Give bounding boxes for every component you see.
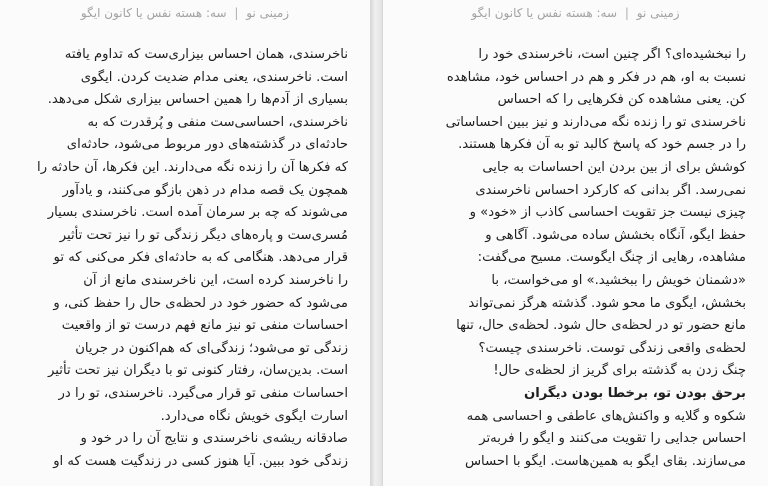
right-page <box>383 0 768 486</box>
text-line: حفظ ایگو، آنگاه بخشش ساده می‌شود. آگاهی و <box>485 227 746 243</box>
text-line: بسیاری از آدم‌ها را همین احساس بیزاری شکل می‌دهد. <box>47 92 348 108</box>
text-line: است. بدین‌سان، رفتار کنونی تو با دیگران نیز تحت تأثیر <box>48 363 348 379</box>
text-line: مانع حضور تو در لحظه‌ی حال شود. لحظه‌ی حال، تنها <box>456 318 746 334</box>
text-line: ناخرسندی تو را زنده نگه می‌دارند و نیز ببین احساساتی <box>445 114 746 130</box>
text-line: زندگی خود ببین. آیا هنوز کسی در زندگیت هست که او <box>53 453 348 469</box>
text-line: چیزی نیست جز تقویت احساسی کاذب از «خود» و <box>469 205 746 221</box>
text-line: زندگی تو می‌شود؛ زندگی‌ای که هم‌اکنون در جریان <box>75 340 348 356</box>
book-spine-gutter <box>370 0 383 486</box>
text-line: چنگ زدن به گذشته برای گریز از لحظه‌ی حال! <box>493 363 746 379</box>
text-line: احساسات منفی تو نیز مانع فهم درست تو از واقعیت <box>61 318 348 334</box>
right-page-body-text <box>399 44 746 473</box>
running-head <box>0 6 370 20</box>
text-line: را در جسم خود که پاسخ کالبد تو به آن فکرها هستند. <box>458 137 746 153</box>
text-line: نسبت به او، هم در فکر و هم در احساس خود، مشاهده <box>446 69 746 85</box>
text-line: می‌سازند. بقای ایگو به همین‌هاست. ایگو با احساس <box>464 453 746 469</box>
header-separator: | <box>624 6 629 20</box>
text-line: قرار می‌دهد. هنگامی که به حادثه‌ای فکر می‌کنی که تو <box>53 250 348 266</box>
text-line: شکوه و گلایه و واکنش‌های عاطفی و احساسی همه <box>466 408 746 424</box>
chapter-title: سه: هسته نفس یا کانون ایگو <box>80 6 227 20</box>
text-line: کوشش برای از بین بردن این احساسات به جایی <box>482 159 746 175</box>
text-line: ناخرسندی، همان احساس بیزاری‌ست که تداوم یافته <box>64 47 348 62</box>
text-line: مشاهده، رهایی از چنگ ایگوست. مسیح می‌گفت: <box>477 250 746 266</box>
book-title: زمینی نو <box>246 6 290 20</box>
left-page-body-text <box>18 44 348 473</box>
text-line: احساس جدایی را تقویت می‌کنند و ایگو را فربه‌تر <box>479 431 746 447</box>
text-line: می‌شود که حضور خود در لحظه‌ی حال را حفظ کنی، و <box>53 295 348 311</box>
text-line: می‌شوند که چه بر سرمان آمده است. ناخرسندی بسیار <box>47 205 348 221</box>
text-line: لحظه‌ی واقعی زندگی توست. ناخرسندی چیست؟ <box>478 340 746 356</box>
text-line: همچون یک قصه مدام در ذهن بازگو می‌کنند، و یادآور <box>62 182 348 198</box>
text-line: احساسات منفی تو قرار می‌گیرد. ناخرسندی، تو را در <box>58 385 348 401</box>
text-line: کن. یعنی مشاهده کن فکرهایی را که احساس <box>497 92 746 108</box>
text-line: که فکرها آن را زنده نگه می‌دارند. این فکرها، آن حادثه را <box>37 159 348 175</box>
text-line: را ناخرسند کرده است، این ناخرسندی مانع از آن <box>83 272 348 288</box>
text-line: «دشمنان خویش را ببخشید.» او می‌خواست، با <box>491 272 746 288</box>
text-line: صادقانه ریشه‌ی ناخرسندی و نتایج آن را در خود و <box>80 431 348 447</box>
left-page <box>0 0 370 486</box>
section-heading: برحق بودن تو، برخطا بودن دیگران <box>523 385 746 401</box>
chapter-title: سه: هسته نفس یا کانون ایگو <box>471 6 618 20</box>
header-separator: | <box>234 6 239 20</box>
text-line: حادثه‌ای در گذشته‌های دور مربوط می‌شود، حادثه‌ای <box>66 137 348 153</box>
text-line: مُسری‌ست و پاره‌های دیگر زندگی تو را نیز تحت تأثیر <box>59 227 348 243</box>
text-line: است. ناخرسندی، یعنی مدام ضدیت کردن. ایگوی <box>80 69 348 85</box>
text-line: را نبخشیده‌ای؟ اگر چنین است، ناخرسندی خود را <box>478 47 746 62</box>
text-line: اسارت ایگوی خویش نگاه می‌دارد. <box>160 408 348 424</box>
running-head <box>383 6 768 20</box>
book-title: زمینی نو <box>636 6 680 20</box>
text-line: ناخرسندی، احساسی‌ست منفی و پُرقدرت که به <box>87 114 348 130</box>
text-line: بخشش، ایگوی ما محو شود. گذشته هرگز نمی‌تواند <box>468 295 746 311</box>
text-line: نمی‌رسد. اگر بدانی که کارکرد احساس ناخرسندی <box>475 182 746 198</box>
